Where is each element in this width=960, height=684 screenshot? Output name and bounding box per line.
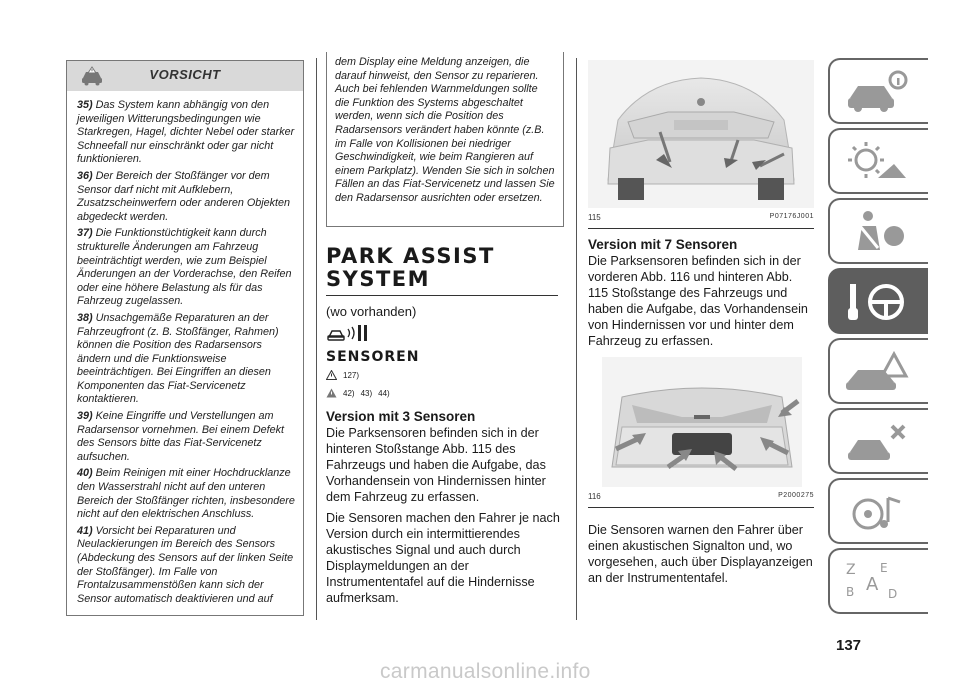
caution-triangle-icon — [326, 388, 337, 398]
sensors-heading: SENSOREN — [326, 349, 420, 365]
warning-item: 40) Beim Reinigen mit einer Hochdrucklanze den Wasserstrahl nicht auf den unteren Bereich der Stoßfänger richten, insbesondere nicht auf den elektrischen Anschluss. — [77, 467, 295, 521]
tab-dashboard[interactable] — [828, 128, 928, 194]
park-sensor-icon — [326, 323, 370, 343]
column-divider — [576, 58, 577, 620]
svg-text:A: A — [866, 574, 879, 595]
multimedia-icon — [844, 488, 910, 536]
warning-item: 38) Unsachgemäße Reparaturen an der Fahrzeugfront (z. B. Stoßfänger, Rahmen) können die Position des Radarsensors ändern und die Funktionsweise beeinträchtigen. Bei Eingriffen an diesen Komponenten das Fiat-Servicenetz kontaktieren. — [77, 311, 279, 406]
warning-item: 39) Keine Eingriffe und Verstellungen am Radarsensor vornehmen. Bei einem Defekt des Sensors bitte das Fiat-Servicenetz aufsuchen. — [77, 410, 285, 463]
svg-text:Z: Z — [846, 562, 856, 578]
key-steering-wheel-icon — [844, 278, 910, 326]
car-info-icon — [844, 68, 910, 116]
warning-signal-text: Die Sensoren warnen den Fahrer über einen akustischen Signalton und, wo vorgesehen, auch über Displayanzeigen an der Instrumententafel. — [588, 523, 813, 585]
tab-multimedia[interactable] — [828, 478, 928, 544]
figure-115-caption: 115 P07176J001 — [588, 213, 814, 222]
column-divider — [316, 58, 317, 620]
tab-car-info[interactable] — [828, 58, 928, 124]
warning-item: 35) Das System kann abhängig von den jeweiligen Witterungsbedingungen wie Starkregen, Hagel, dichter Nebel oder starker Schneefall nur einschränkt oder gar nicht funktionieren. — [77, 99, 295, 166]
figure-116-image — [602, 357, 802, 487]
warning-item: 37) Die Funktionstüchtigkeit kann durch strukturelle Änderungen am Fahrzeug beeinträchtigt werden, wie zum Beispiel Änderungen an der Vorderachse, den Reifen oder eine höhere Belastung als für das Fahrzeug zugelassen. — [77, 227, 292, 308]
availability-note: (wo vorhanden) — [326, 304, 417, 319]
seatbelt-airbag-icon — [844, 208, 910, 256]
car-rear-illustration — [588, 60, 814, 208]
figure-115-image — [588, 60, 814, 208]
warning-title: VORSICHT — [149, 67, 221, 82]
park-assist-symbol — [326, 323, 564, 343]
warning-triangle-car-icon — [844, 348, 910, 396]
warning-triangle-icon — [326, 370, 337, 380]
reference-row: 127) — [326, 367, 564, 383]
service-tools-icon — [844, 418, 910, 466]
section-title: PARK ASSIST SYSTEM — [326, 244, 495, 291]
version-3-text: Die Parksensoren befinden sich in der hinteren Stoßstange Abb. 115 des Fahrzeugs und haben die Aufgabe, das Vorhandensein von Hindernissen hinter dem Fahrzeug zu erfassen. Die Sensoren machen den Fahrer je nach Version durch ein intermittierendes akustisches Signal und auch durch Displaymeldungen an der Instrumententafel auf die Hindernisse aufmerksam. — [326, 426, 560, 605]
column-2 — [326, 52, 564, 611]
caption-rule — [588, 507, 814, 508]
title-rule — [326, 295, 558, 296]
warning-body — [67, 91, 303, 606]
page-number: 137 — [836, 637, 862, 654]
version-7-text: Die Parksensoren befinden sich in der vorderen Abb. 116 und hinteren Abb. 115 Stoßstange des Fahrzeugs und haben die Aufgabe, das Vorhandensein von Hindernissen vor und hinter dem Fahrzeug zu erfassen. — [588, 254, 808, 348]
caption-rule — [588, 228, 814, 229]
column-3 — [588, 60, 814, 586]
warning-header — [67, 61, 303, 91]
svg-text:B: B — [846, 585, 855, 599]
reference-row: 42) 43) 44) — [326, 385, 564, 401]
tab-index[interactable] — [828, 548, 928, 614]
chapter-tabs — [828, 58, 928, 618]
tab-emergency[interactable] — [828, 338, 928, 404]
version-3-heading: Version mit 3 Sensoren — [326, 409, 476, 424]
tab-safety[interactable] — [828, 198, 928, 264]
svg-text:D: D — [888, 587, 898, 601]
tab-maintenance[interactable] — [828, 408, 928, 474]
warning-continuation: dem Display eine Meldung anzeigen, die darauf hinweist, den Sensor zu reparieren. Auch bei fehlenden Warnmeldungen sollte die Funktion des Systems abgeschaltet werden, wenn sich die Position des Radarsensors verändert haben könnte (z.B. im Falle von Kollisionen bei niedriger Geschwindigkeit, wie beim Rangieren auf einem Parkplatz). Wenden Sie sich in solchen Fällen an das Fiat-Servicenetz und lassen Sie den Radarsensor ausrichten oder ersetzen. — [326, 52, 564, 227]
figure-116-caption: 116 P2000275 — [588, 492, 814, 501]
warning-box — [66, 60, 304, 616]
dashboard-lights-icon — [844, 138, 910, 186]
car-front-illustration — [602, 357, 802, 487]
warning-item: 36) Der Bereich der Stoßfänger vor dem Sensor darf nicht mit Aufklebern, Zusatzscheinwerfern oder anderen Objekten abgedeckt werden. — [77, 169, 291, 223]
tab-starting-driving[interactable] — [828, 268, 928, 334]
svg-text:E: E — [880, 561, 888, 575]
index-letters-icon — [844, 558, 910, 606]
warning-item: 41) Vorsicht bei Reparaturen und Neulackierungen im Bereich des Sensors (Abdeckung des Sensors auf der linken Seite der Stoßfänger). Im Falle von Frontalzusammenstößen kann sich der Sensor automatisch deaktivieren und auf — [77, 524, 294, 605]
watermark: carmanualsonline.info — [380, 660, 591, 683]
version-7-heading: Version mit 7 Sensoren — [588, 237, 738, 252]
